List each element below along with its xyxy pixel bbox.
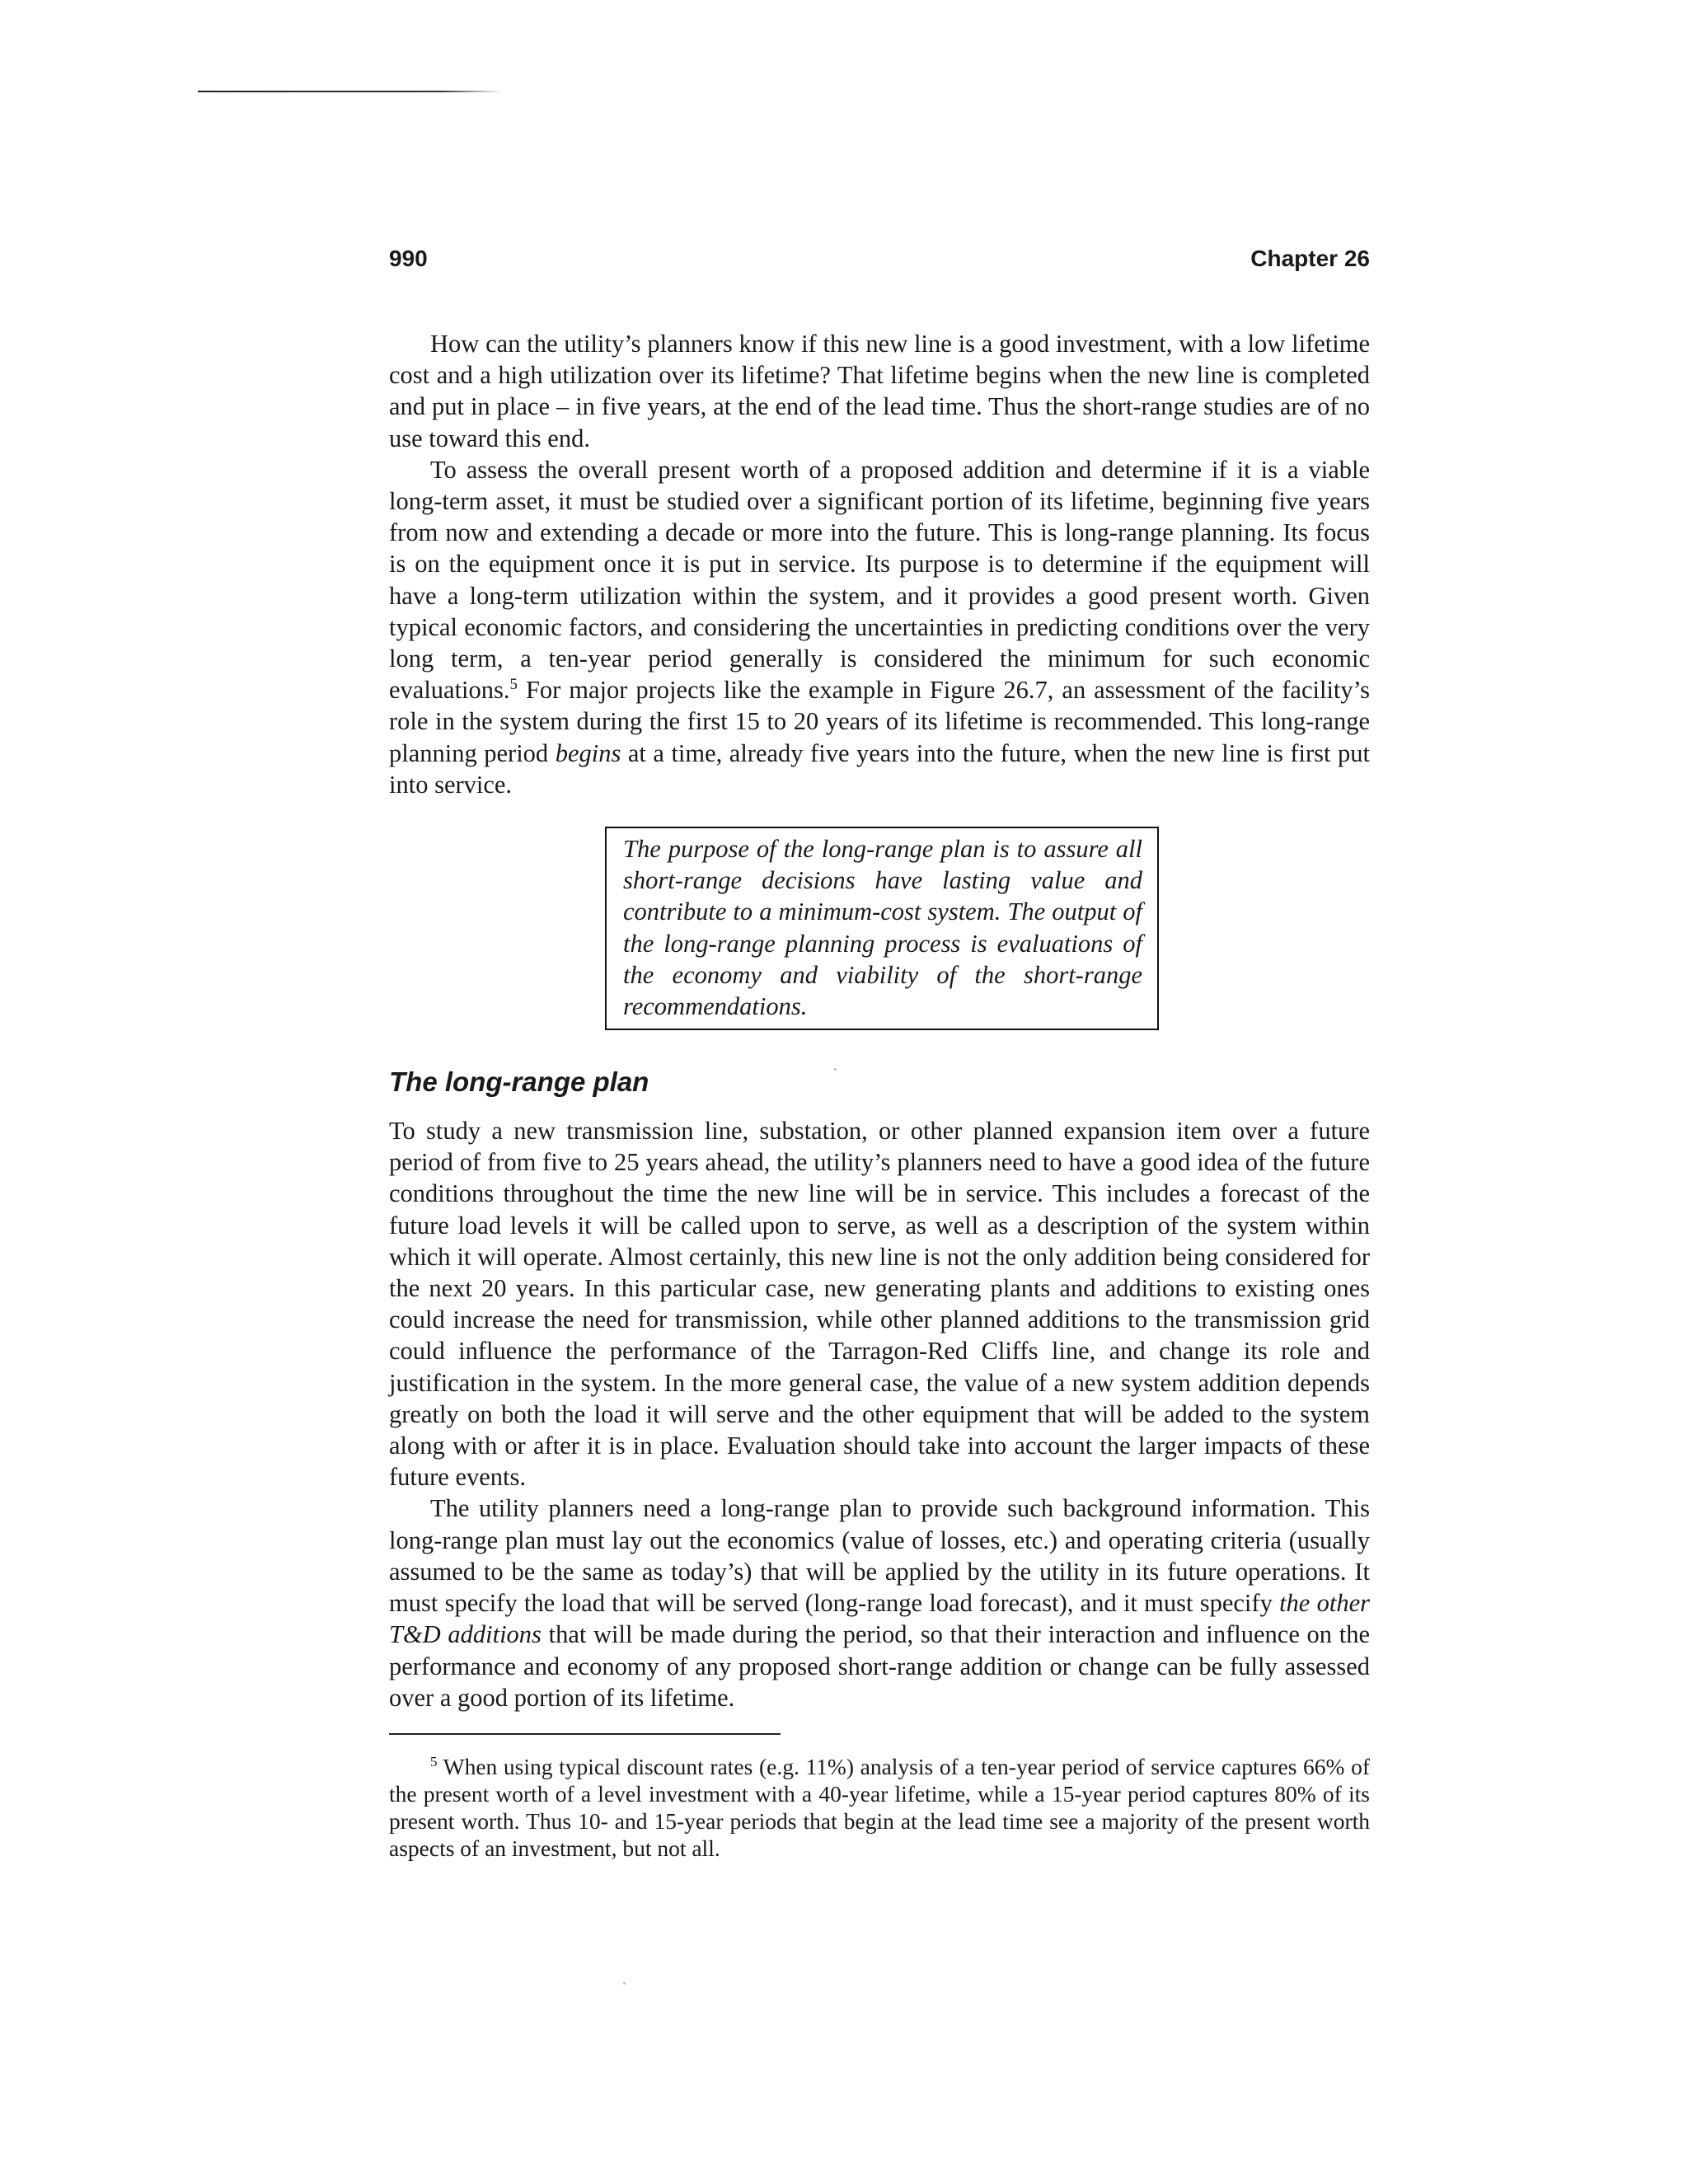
footnote-divider xyxy=(389,1733,781,1735)
pullquote-container xyxy=(389,827,1370,1031)
footnote xyxy=(389,1753,1370,1862)
footnote-reference: 5 xyxy=(509,676,518,694)
paragraph-2 xyxy=(389,454,1370,800)
paragraph-2-emphasis: begins xyxy=(555,738,621,767)
section-heading: The long-range plan xyxy=(389,1066,649,1098)
paragraph-3: To study a new transmission line, substation, or other planned expansion item over a future period of from five to 25 years ahead, the utility’s planners need to have a good idea of the future conditions throughout the time the new line will be in service. This includes a forecast of the future load levels it will be called upon to serve, as well as a description of the system within which it will operate. Almost certainly, this new line is not the only addition being considered for the next 20 years. In this particular case, new generating plants and additions to existing ones could increase the need for transmission, while other planned additions to the transmission grid could influence the performance of the Tarragon-Red Cliffs line, and change its role and justification in the system. In the more general case, the value of a new system addition depends greatly on both the load it will serve and the other equipment that will be added to the system along with or after it is in place. Evaluation should take into account the larger impacts of these future events. xyxy=(389,1117,1370,1492)
scan-speck xyxy=(834,1068,837,1071)
page-body xyxy=(389,328,1370,1862)
paragraph-2-text-b: For major projects like the example in Figure 26.7, an assessment of the facility’s role in the system during the first 15 to 20 years of its lifetime is recommended. This long-range planning period xyxy=(389,676,1370,767)
scan-speck xyxy=(623,1982,626,1985)
paragraph-4-text-a: The utility planners need a long-range plan to provide such background information. This long-range plan must lay out the economics (value of losses, etc.) and operating criteria (usually assumed to be the same as today’s) that will be applied by the utility in its future operations. It must specify the load that will be served (long-range load forecast), and it must specify xyxy=(389,1494,1370,1618)
paragraph-2-text-a: To assess the overall present worth of a proposed addition and determine if it is a viable long-term asset, it must be studied over a significant portion of its lifetime, beginning five years from now and extending a decade or more into the future. This is long-range planning. Its focus is on the equipment once it is put in service. Its purpose is to determine if the equipment will have a long-term utilization within the system, and it provides a good present worth. Given typical economic factors, and considering the uncertainties in predicting conditions over the very long term, a ten-year period generally is considered the minimum for such economic evaluations. xyxy=(389,455,1370,705)
paragraph-2-text-c: at a time, already five years into the future, when the new line is first put into service. xyxy=(389,738,1371,799)
paragraph-4 xyxy=(389,1493,1370,1713)
page-number: 990 xyxy=(389,246,428,271)
paragraph-1: How can the utility’s planners know if this new line is a good investment, with a low lifetime cost and a high utilization over its lifetime? That lifetime begins when the new line is completed and put in place – in five years, at the end of the lead time. Thus the short-range studies are of no use toward this end. xyxy=(389,330,1370,452)
running-header xyxy=(389,246,1370,279)
scan-artifact-rule xyxy=(198,91,503,92)
footnote-mark: 5 xyxy=(430,1753,438,1769)
pullquote-box: The purpose of the long-range plan is to assure all short-range decisions have lasting value and contribute to a minimum-cost system. The output of the long-range planning process is evaluations of the economy and viability of the short-range recommendations. xyxy=(605,827,1159,1030)
paragraph-4-text-b: that will be made during the period, so that their interaction and influence on the performance and economy of any proposed short-range addition or change can be fully assessed over a good portion of its lifetime. xyxy=(389,1620,1370,1712)
chapter-label: Chapter 26 xyxy=(1250,246,1370,271)
footnote-text: When using typical discount rates (e.g. 11%) analysis of a ten-year period of service captures 66% of the present worth of a level investment with a 40-year lifetime, while a 15-year period captures 80% of its present worth. Thus 10- and 15-year periods that begin at the lead time see a majority of the present worth aspects of an investment, but not all. xyxy=(389,1753,1370,1861)
paragraph-4-emphasis: the other T&D additions xyxy=(389,1589,1370,1649)
